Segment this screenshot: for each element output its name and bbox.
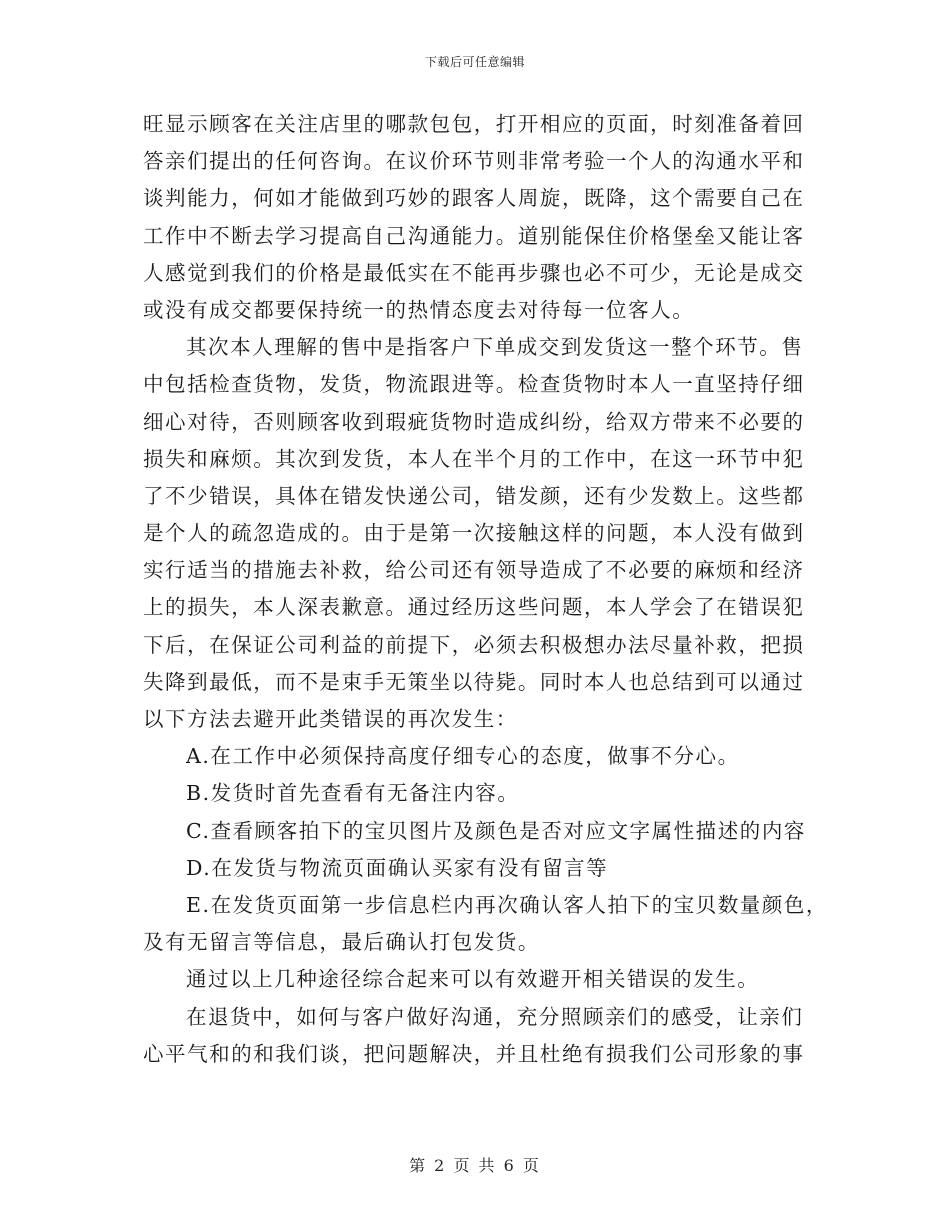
list-item: E.在发货页面第一步信息栏内再次确认客人拍下的宝贝数量颜色， (186, 892, 828, 917)
text-line: 谈判能力，何如才能做到巧妙的跟客人周旋，既降，这个需要自己在 (143, 186, 805, 211)
text-line: 了不少错误，具体在错发快递公司，错发颜，还有少发数上。这些都 (143, 483, 805, 508)
text-line: 损失和麻烦。其次到发货，本人在半个月的工作中，在这一环节中犯 (143, 446, 805, 471)
list-item: A.在工作中必须保持高度仔细专心的态度，做事不分心。 (186, 744, 740, 769)
list-item: C.查看顾客拍下的宝贝图片及颜色是否对应文字属性描述的内容 (186, 818, 806, 843)
document-body (143, 106, 828, 1073)
text-line: 通过以上几种途径综合起来可以有效避开相关错误的发生。 (186, 967, 760, 992)
text-line: 工作中不断去学习提高自己沟通能力。道别能保住价格堡垒又能让客 (143, 223, 805, 248)
text-line: 或没有成交都要保持统一的热情态度去对待每一位客人。 (143, 297, 695, 322)
text-line: 旺显示顾客在关注店里的哪款包包，打开相应的页面，时刻准备着回 (143, 112, 805, 136)
text-line: 下后，在保证公司利益的前提下，必须去积极想办法尽量补救，把损 (143, 632, 805, 657)
text-line: 中包括检查货物，发货，物流跟进等。检查货物时本人一直坚持仔细 (143, 372, 805, 397)
text-line: 以下方法去避开此类错误的再次发生： (143, 707, 518, 731)
text-line: 及有无留言等信息，最后确认打包发货。 (143, 930, 540, 955)
text-line: 是个人的疏忽造成的。由于是第一次接触这样的问题，本人没有做到 (143, 521, 805, 546)
text-line: 其次本人理解的售中是指客户下单成交到发货这一整个环节。售 (186, 335, 804, 360)
text-line: 在退货中，如何与客户做好沟通，充分照顾亲们的感受，让亲们 (186, 1004, 804, 1029)
text-line: 答亲们提出的任何咨询。在议价环节则非常考验一个人的沟通水平和 (143, 149, 805, 174)
text-line: 细心对待，否则顾客收到瑕疵货物时造成纠纷，给双方带来不必要的 (143, 409, 805, 434)
page-footer: 第 2 页 共 6 页 (409, 1156, 541, 1175)
list-item: B.发货时首先查看有无备注内容。 (186, 781, 520, 806)
text-line: 失降到最低，而不是束手无策坐以待毙。同时本人也总结到可以通过 (143, 669, 805, 694)
text-line: 人感觉到我们的价格是最低实在不能再步骤也必不可少，无论是成交 (143, 260, 805, 285)
text-line: 上的损失，本人深表歉意。通过经历这些问题，本人学会了在错误犯 (143, 595, 805, 620)
text-line: 实行适当的措施去补救，给公司还有领导造成了不必要的麻烦和经济 (143, 558, 805, 583)
page-header: 下载后可任意编辑 (424, 55, 525, 69)
text-line: 心平气和的和我们谈，把问题解决，并且杜绝有损我们公司形象的事 (143, 1041, 805, 1066)
list-item: D.在发货与物流页面确认买家有没有留言等 (186, 855, 609, 880)
